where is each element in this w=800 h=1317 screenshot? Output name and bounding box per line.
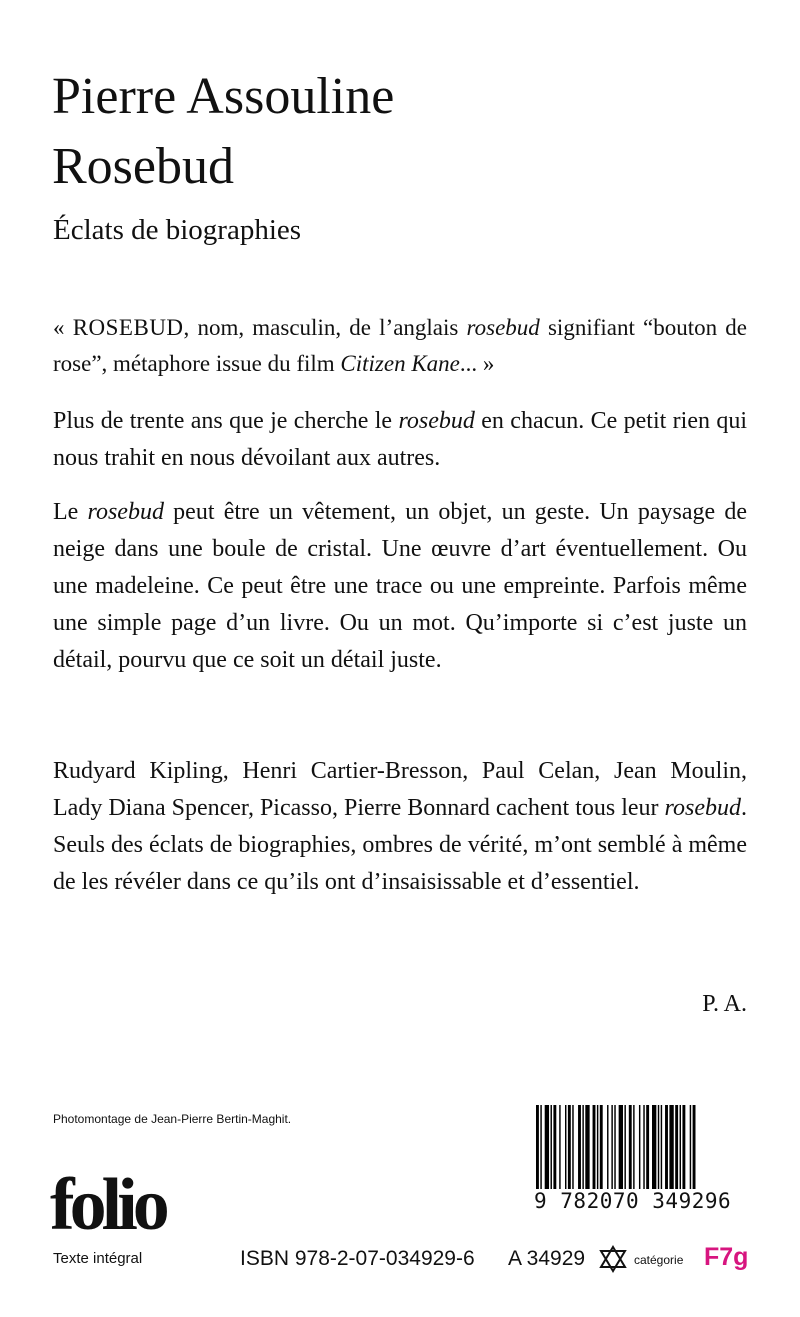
barcode-bar: [559, 1105, 560, 1189]
barcode-bar: [629, 1105, 632, 1189]
p1-italic-1: rosebud: [398, 408, 475, 434]
barcode-bar: [597, 1105, 598, 1189]
category-label: catégorie: [634, 1253, 684, 1267]
quote-text-1: , nom, masculin, de l’anglais: [183, 315, 467, 340]
book-title: Rosebud: [52, 138, 234, 195]
category-value: F7g: [704, 1243, 749, 1271]
barcode-bar: [545, 1105, 549, 1189]
quote-italic-2: Citizen Kane: [340, 351, 460, 376]
quote-open: «: [53, 315, 73, 340]
barcode-bar: [658, 1105, 659, 1189]
barcode-bar: [582, 1105, 583, 1189]
edition-label: Texte intégral: [53, 1250, 143, 1267]
signature: P. A.: [702, 991, 747, 1017]
p1-text-1: Plus de trente ans que je cherche le: [53, 408, 399, 434]
blurb-paragraph-2: [53, 494, 747, 679]
barcode-bar: [693, 1105, 696, 1189]
quote-text-3: ... »: [459, 351, 495, 376]
isbn: ISBN 978-2-07-034929-6: [240, 1247, 475, 1270]
dictionary-quote: [53, 310, 747, 382]
barcode-bar: [661, 1105, 662, 1189]
quote-word: ROSEBUD: [72, 315, 184, 340]
barcode-bar: [639, 1105, 640, 1189]
barcode-bar: [665, 1105, 668, 1189]
barcode-bar: [646, 1105, 649, 1189]
folio-logo: folio: [50, 1164, 165, 1246]
catalog-code: A 34929: [508, 1247, 586, 1270]
barcode-bar: [619, 1105, 623, 1189]
barcode-bar: [680, 1105, 681, 1189]
photo-credit: Photomontage de Jean-Pierre Bertin-Maghit.: [53, 1112, 292, 1126]
p3-text-2: . Seuls des éclats de biographies, ombres de vérité, m’ont semblé à même de les révéler dans ce qu’ils ont d’insaisissable et d’essentiel.: [53, 795, 747, 895]
quote-italic-1: rosebud: [466, 315, 540, 340]
barcode-bar: [540, 1105, 541, 1189]
barcode-bar: [614, 1105, 615, 1189]
barcode-bar: [551, 1105, 552, 1189]
barcode-bar: [611, 1105, 612, 1189]
barcode-bar: [565, 1105, 566, 1189]
p2-text-1: Le: [53, 499, 88, 525]
barcode-bar: [578, 1105, 581, 1189]
barcode-bar: [652, 1105, 656, 1189]
barcode-bar: [633, 1105, 634, 1189]
barcode-bar: [600, 1105, 603, 1189]
barcode-bars: [534, 1105, 748, 1189]
barcode-bar: [568, 1105, 571, 1189]
blurb-paragraph-3: [53, 753, 747, 901]
author-name: Pierre Assouline: [52, 68, 395, 125]
star-of-david-icon: [598, 1245, 628, 1273]
p2-text-2: peut être un vêtement, un objet, un geste. Un paysage de neige dans une boule de cristal. Une œuvre d’art éventuellement. Ou une madeleine. Ce peut être une trace ou une empreinte. Parfois même une simple page d’un livre. Ou un mot. Qu’importe si c’est juste un détail, pourvu que ce soit un détail juste.: [53, 499, 748, 673]
barcode-bar: [669, 1105, 673, 1189]
p2-italic-1: rosebud: [87, 499, 164, 525]
barcode-bar: [643, 1105, 644, 1189]
barcode-bar: [593, 1105, 596, 1189]
barcode-bar: [572, 1105, 573, 1189]
barcode-bar: [682, 1105, 685, 1189]
barcode-bar: [607, 1105, 608, 1189]
book-subtitle: Éclats de biographies: [53, 214, 302, 246]
barcode-bar: [553, 1105, 556, 1189]
blurb-paragraph-1: [53, 403, 747, 477]
barcode-bar: [690, 1105, 691, 1189]
barcode-bar: [675, 1105, 678, 1189]
barcode-bar: [624, 1105, 625, 1189]
barcode-bar: [585, 1105, 589, 1189]
quote-text-2: signifiant “bouton de rose”, métaphore issue du film: [53, 315, 748, 376]
p1-text-2: en chacun. Ce petit rien qui nous trahit en nous dévoilant aux autres.: [53, 408, 748, 471]
barcode-bar: [536, 1105, 539, 1189]
p3-italic-1: rosebud: [664, 795, 741, 821]
barcode-digits: 9 782070 349296: [534, 1189, 748, 1213]
p3-text-1: Rudyard Kipling, Henri Cartier-Bresson, Paul Celan, Jean Moulin, Lady Diana Spencer, Picasso, Pierre Bonnard cachent tous leur: [53, 758, 747, 821]
